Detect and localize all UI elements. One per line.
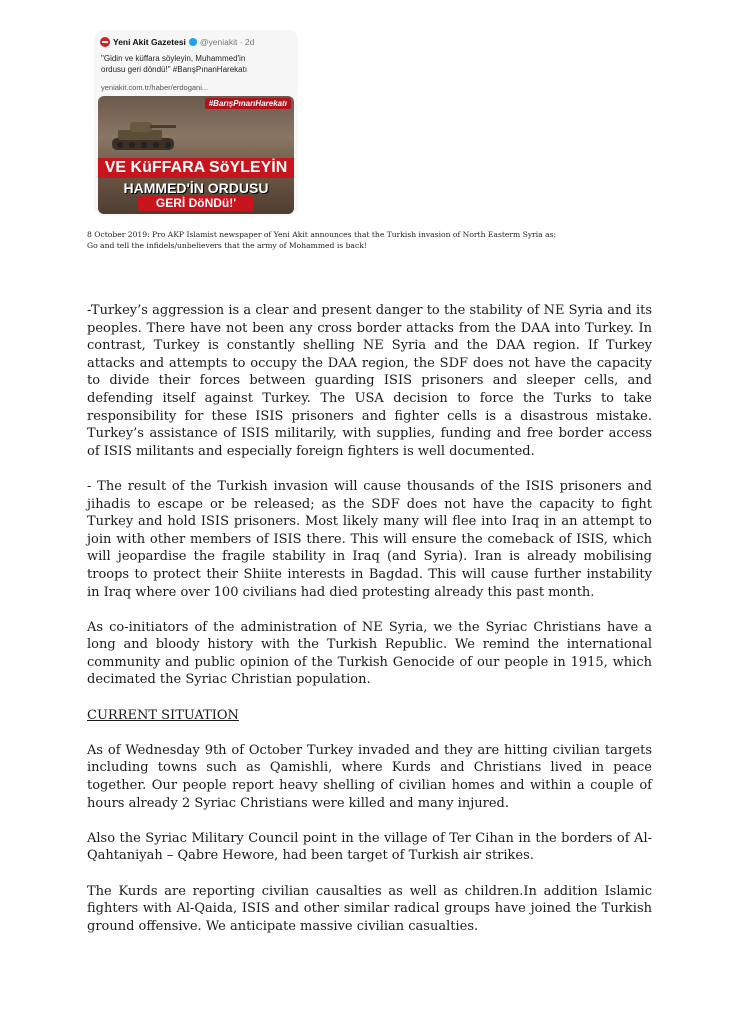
tweet-text-line: ordusu geri döndü!" #BarışPınanHarekatı: [101, 64, 248, 74]
body-text: [87, 302, 652, 953]
tweet-handle-time: @yeniakit · 2d: [199, 37, 255, 47]
tweet-text: [101, 54, 293, 75]
paragraph-air-strikes: Also the Syriac Military Council point in the village of Ter Cihan in the borders of Al-Qahtaniyah – Qabre Hewore, had been target of Turkish air strikes.: [87, 830, 652, 864]
tweet-text-line: "Gidin ve küffara söyleyin, Muhammed'in: [101, 54, 246, 63]
image-headline-line3: GERİ DöNDü!': [138, 196, 254, 211]
image-caption: [87, 229, 647, 251]
paragraph-syriac-history: As co-initiators of the administration of NE Syria, we the Syriac Christians have a long and bloody history with the Turkish Republic. We remind the international community and public opinion of the Turkish Genocide of our people in 1915, which decimated the Syriac Christian population.: [87, 619, 652, 688]
tweet-image: [98, 96, 294, 214]
image-headline-line1: VE KüFFARA SöYLEYİN: [98, 158, 294, 178]
section-heading: CURRENT SITUATION: [87, 707, 239, 723]
newspaper-logo-icon: [100, 37, 110, 47]
caption-line: 8 October 2019: Pro AKP Islamist newspaper of Yeni Akit announces that the Turkish invasion of North Easterm Syria as:: [87, 230, 557, 239]
tank-icon: [108, 112, 178, 158]
caption-line: Go and tell the infidels/unbelievers that the army of Mohammed is back!: [87, 241, 367, 250]
tweet-account-name: Yeni Akit Gazetesi: [113, 37, 186, 47]
paragraph-turkey-aggression: -Turkey’s aggression is a clear and present danger to the stability of NE Syria and its peoples. There have not been any cross border attacks from the DAA into Turkey. In contrast, Turkey is constantly shelling NE Syria and the DAA region. If Turkey attacks and attempts to occupy the DAA region, the SDF does not have the capacity to divide their forces between guarding ISIS prisoners and sleeper cells, and defending itself against Turkey. The USA decision to force the Turks to take responsibility for these ISIS prisoners and fighter cells is a disastrous mistake. Turkey’s assistance of ISIS militarily, with supplies, funding and free border access of ISIS militants and especially foreign fighters is well documented.: [87, 303, 652, 459]
verified-badge-icon: [189, 38, 197, 46]
tweet-screenshot: [94, 30, 298, 216]
paragraph-current-situation: As of Wednesday 9th of October Turkey invaded and they are hitting civilian targets including towns such as Qamishli, where Kurds and Christians lived in peace together. Our people report heavy shelling of civilian homes and within a couple of hours already 2 Syriac Christians were killed and many injured.: [87, 742, 652, 811]
image-headline-line2: HAMMED'İN ORDUSU: [123, 180, 269, 196]
tweet-link: yeniakit.com.tr/haber/erdogani...: [101, 83, 209, 92]
image-hashtag: #BarışPınarıHarekatı: [205, 98, 291, 109]
paragraph-invasion-result: - The result of the Turkish invasion will cause thousands of the ISIS prisoners and jihadis to escape or be released; as the SDF does not have the capacity to fight Turkey and hold ISIS prisoners. Most likely many will flee into Iraq in an attempt to join with other members of ISIS there. This will ensure the comeback of ISIS, which will jeopardise the fragile stability in Iraq (and Syria). Iran is already mobilising troops to protect their Shiite interests in Bagdad. This will cause further instability in Iraq where over 100 civilians had died protesting already this past month.: [87, 478, 652, 600]
tweet-header: [100, 37, 254, 47]
paragraph-civilian-casualties: The Kurds are reporting civilian causalties as well as children.In addition Islamic fighters with Al-Qaida, ISIS and other similar radical groups have joined the Turkish ground offensive. We anticipate massive civilian casualties.: [87, 883, 652, 934]
